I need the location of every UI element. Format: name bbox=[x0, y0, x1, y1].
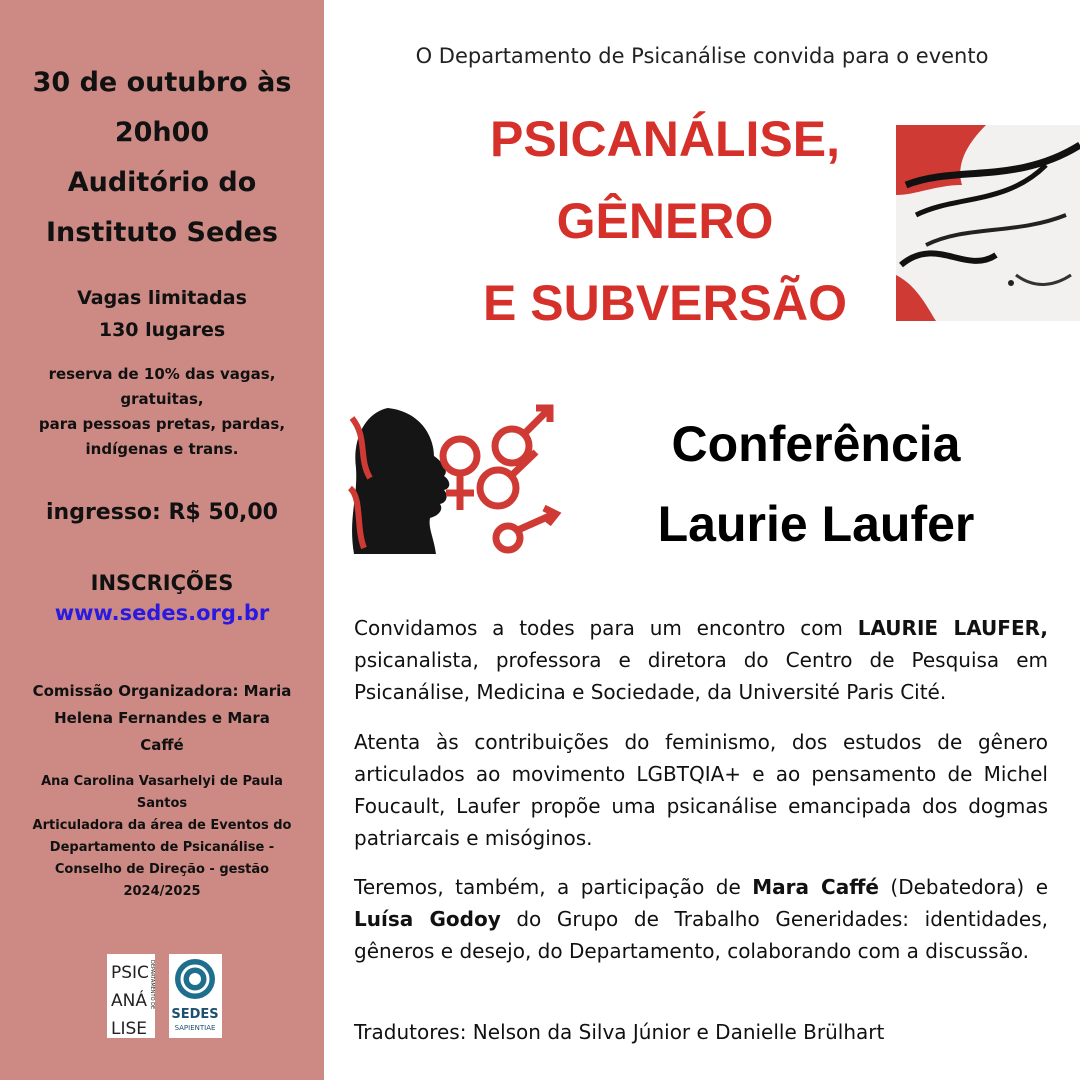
reserva-line: indígenas e trans. bbox=[85, 440, 239, 458]
psicanalise-logo bbox=[107, 954, 155, 1038]
sidebar bbox=[0, 0, 324, 1080]
debatedora-name: Mara Caffé bbox=[752, 875, 879, 899]
conference-heading bbox=[592, 404, 1040, 564]
logo-text: DEPARTAMENTO DE bbox=[149, 960, 155, 1010]
venue-line: Auditório do bbox=[67, 167, 257, 198]
reserva-line: gratuitas, bbox=[120, 390, 204, 408]
torso-artwork bbox=[896, 125, 1080, 321]
articuladora-line: Ana Carolina Vasarhelyi de Paula bbox=[41, 774, 283, 789]
text-run: psicanalista, professora e diretora do Centro de Pesquisa em Psicanálise, Medicina e Sociedade, da Université Paris Cité. bbox=[354, 648, 1048, 704]
vagas-line: Vagas limitadas bbox=[77, 287, 247, 309]
time-line: 20h00 bbox=[114, 117, 210, 148]
articuladora-line: Santos bbox=[136, 796, 188, 811]
comissao-line: Comissão Organizadora: Maria bbox=[32, 682, 292, 700]
paragraph-about: Atenta às contribuições do feminismo, dos estudos de gênero articulados ao movimento LGBTQIA+ e ao pensamento de Michel Foucault, Laufer propõe uma psicanálise emancipada dos dogmas patriarcais e misóginos. bbox=[354, 730, 1048, 850]
logo-text: PSIC bbox=[111, 963, 149, 983]
articuladora-line: Conselho de Direção - gestão bbox=[54, 862, 270, 877]
inscricoes-label: INSCRIÇÕES bbox=[90, 571, 234, 595]
gender-symbols-artwork bbox=[348, 398, 588, 554]
venue-line: Instituto Sedes bbox=[46, 217, 278, 248]
logo-text: SAPIENTIAE bbox=[174, 1024, 216, 1032]
paragraph-invitation bbox=[354, 612, 1048, 708]
title-line: GÊNERO bbox=[556, 193, 774, 249]
title-line: E SUBVERSÃO bbox=[483, 275, 847, 331]
reserva-info bbox=[14, 362, 310, 462]
vagas-info bbox=[14, 282, 310, 346]
articuladora-line: Articuladora da área de Eventos do bbox=[32, 818, 292, 833]
conference-line: Conferência bbox=[671, 416, 961, 472]
speaker-name: Laurie Laufer bbox=[657, 496, 975, 552]
articuladora-info bbox=[14, 771, 310, 903]
inscricoes-link[interactable]: www.sedes.org.br bbox=[54, 601, 270, 625]
date-line: 30 de outubro às bbox=[32, 67, 292, 98]
comissao-line: Helena Fernandes e Mara bbox=[54, 709, 270, 727]
speaker-bold: LAURIE LAUFER, bbox=[857, 616, 1048, 640]
participant-name: Luísa Godoy bbox=[354, 907, 501, 931]
inscricoes bbox=[14, 568, 310, 628]
articuladora-line: 2024/2025 bbox=[123, 884, 201, 899]
translators: Tradutores: Nelson da Silva Júnior e Danielle Brülhart bbox=[354, 1020, 885, 1044]
main-content bbox=[324, 0, 1080, 1080]
lugares-line: 130 lugares bbox=[98, 319, 226, 341]
comissao-organizadora bbox=[14, 678, 310, 759]
title-line: PSICANÁLISE, bbox=[489, 111, 841, 167]
logo-text: ANÁ bbox=[111, 991, 147, 1011]
articuladora-line: Departamento de Psicanálise - bbox=[49, 840, 275, 855]
text-run: Teremos, também, a participação de bbox=[354, 875, 753, 899]
event-title bbox=[400, 98, 930, 344]
event-date-location bbox=[14, 58, 310, 258]
reserva-line: reserva de 10% das vagas, bbox=[48, 365, 276, 383]
text-run: Convidamos a todes para um encontro com bbox=[354, 616, 858, 640]
logo-text: LISE bbox=[111, 1019, 148, 1038]
logos bbox=[107, 954, 222, 1038]
text-run: do Grupo de Trabalho Generidades: identidades, gêneros e desejo, do Departamento, colaborando com a discussão. bbox=[354, 907, 1048, 963]
text-run: (Debatedora) e bbox=[878, 875, 1048, 899]
comissao-line: Caffé bbox=[140, 736, 184, 754]
ingresso-price: ingresso: R$ 50,00 bbox=[46, 500, 278, 525]
logo-text: SEDES bbox=[171, 1007, 219, 1022]
sedes-sapientiae-logo bbox=[169, 954, 222, 1038]
paragraph-participants bbox=[354, 871, 1048, 967]
intro-text: O Departamento de Psicanálise convida para o evento bbox=[415, 44, 989, 68]
reserva-line: para pessoas pretas, pardas, bbox=[38, 415, 286, 433]
